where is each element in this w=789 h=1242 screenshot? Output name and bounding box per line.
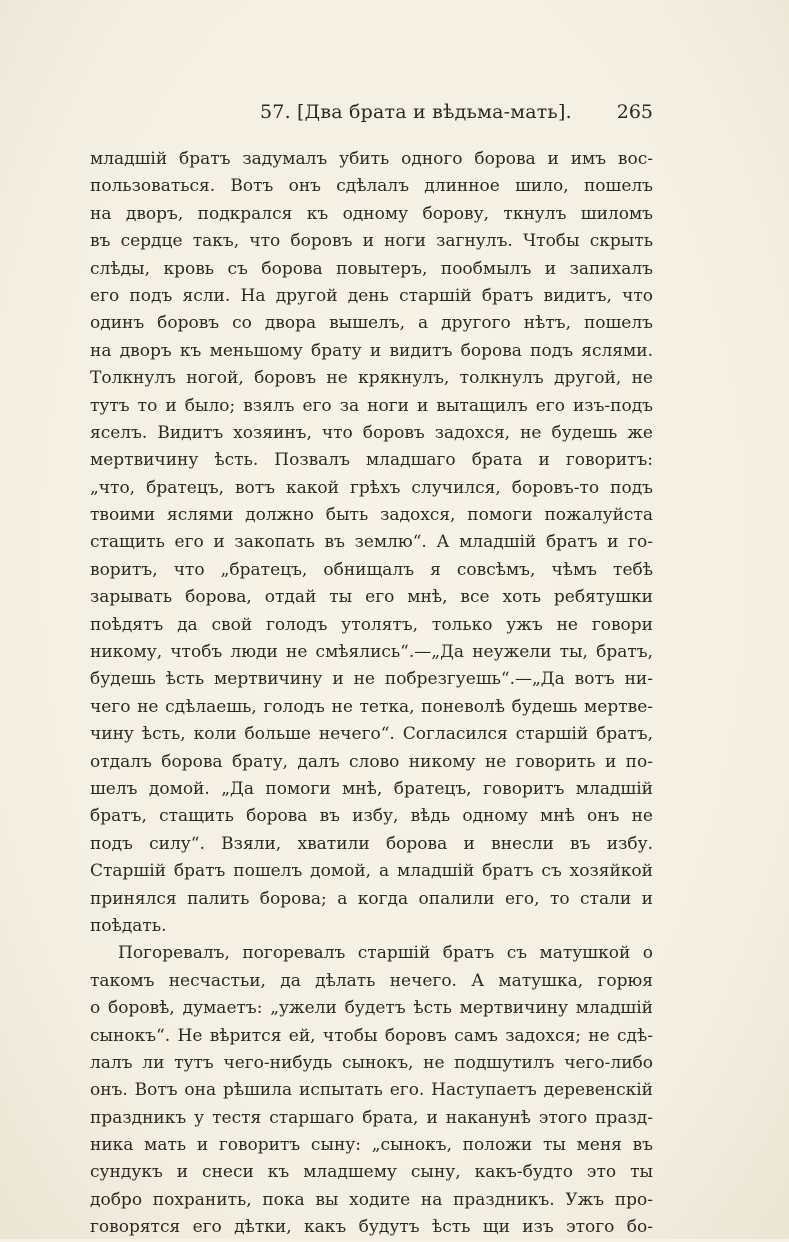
text-line: въ сердце такъ, что боровъ и ноги загнулъ. Чтобы скрыть	[90, 231, 653, 252]
text-line: говорятся его дѣтки, какъ будутъ ѣсть щи изъ этого бо-	[90, 1217, 653, 1238]
text-line: отдалъ борова брату, далъ слово никому не говорить и по-	[90, 751, 653, 772]
chapter-title: 57. [Два брата и вѣдьма-мать].	[260, 101, 572, 123]
text-line: твоими яслями должно быть задохся, помоги пожалуйста	[90, 505, 653, 526]
body-text	[90, 146, 653, 1242]
paragraph-end-line: поѣдать.	[90, 915, 167, 936]
running-header	[90, 98, 653, 126]
text-line: такомъ несчастьи, да дѣлать нечего. А матушка, горюя	[90, 970, 653, 991]
text-line: принялся палить борова; а когда опалили его, то стали и	[90, 888, 653, 909]
text-line: Толкнулъ ногой, боровъ не крякнулъ, толкнулъ другой, не	[90, 368, 653, 389]
text-line: яселъ. Видитъ хозяинъ, что боровъ задохся, не будешь же	[90, 422, 653, 443]
text-line: одинъ боровъ со двора вышелъ, а другого нѣтъ, пошелъ	[90, 313, 653, 334]
text-line: никому, чтобъ люди не смѣялись“.—„Да неужели ты, братъ,	[90, 642, 653, 663]
text-line: на дворъ, подкрался къ одному борову, ткнулъ шиломъ	[90, 203, 653, 224]
text-line: тутъ то и было; взялъ его за ноги и вытащилъ его изъ-подъ	[90, 395, 653, 416]
text-line: лалъ ли тутъ чего-нибудь сынокъ, не подшутилъ чего-либо	[90, 1052, 653, 1073]
text-line: подъ силу“. Взяли, хватили борова и внесли въ избу.	[90, 833, 653, 854]
text-line: на дворъ къ меньшому брату и видитъ борова подъ яслями.	[90, 340, 653, 361]
text-line: будешь ѣсть мертвичину и не побрезгуешь“.—„Да вотъ ни-	[90, 669, 653, 690]
text-line: чину ѣсть, коли больше нечего“. Согласился старшій братъ,	[90, 724, 653, 745]
text-line: воритъ, что „братецъ, обнищалъ я совсѣмъ, чѣмъ тебѣ	[90, 559, 653, 580]
text-line: праздникъ у тестя старшаго брата, и наканунѣ этого празд-	[90, 1107, 653, 1128]
text-line: добро похранить, пока вы ходите на праздникъ. Ужъ про-	[90, 1189, 653, 1210]
text-line: слѣды, кровь съ борова повытеръ, пообмылъ и запихалъ	[90, 258, 653, 279]
text-line: стащить его и закопать въ землю“. А младшій братъ и го-	[90, 532, 653, 553]
text-line: онъ. Вотъ она рѣшила испытать его. Наступаетъ деревенскій	[90, 1080, 653, 1101]
text-line: ника мать и говоритъ сыну: „сынокъ, положи ты меня въ	[90, 1135, 653, 1156]
text-line: Старшій братъ пошелъ домой, а младшій братъ съ хозяйкой	[90, 861, 653, 882]
text-line: пользоваться. Вотъ онъ сдѣлалъ длинное шило, пошелъ	[90, 176, 653, 197]
page-number: 265	[616, 101, 653, 123]
text-line: зарывать борова, отдай ты его мнѣ, все хоть ребятушки	[90, 587, 653, 608]
text-line: шелъ домой. „Да помоги мнѣ, братецъ, говоритъ младшій	[90, 778, 653, 799]
text-line: братъ, стащить борова въ избу, вѣдь одному мнѣ онъ не	[90, 806, 653, 827]
text-line: мертвичину ѣсть. Позвалъ младшаго брата и говоритъ:	[90, 450, 653, 471]
text-line: сундукъ и снеси къ младшему сыну, какъ-будто это ты	[90, 1162, 653, 1183]
text-line: младшій братъ задумалъ убить одного борова и имъ вос-	[90, 149, 653, 169]
text-line: о боровѣ, думаетъ: „ужели будетъ ѣсть мертвичину младшій	[90, 998, 653, 1019]
text-line: его подъ ясли. На другой день старшій братъ видитъ, что	[90, 285, 653, 306]
text-line: сынокъ“. Не вѣрится ей, чтобы боровъ самъ задохся; не сдѣ-	[90, 1025, 653, 1046]
text-line: чего не сдѣлаешь, голодъ не тетка, поневолѣ будешь мертве-	[90, 696, 653, 717]
text-line: „что, братецъ, вотъ какой грѣхъ случился, боровъ-то подъ	[90, 477, 653, 498]
text-line: поѣдятъ да свой голодъ утолятъ, только ужъ не говори	[90, 614, 653, 635]
paragraph-start-line: Погоревалъ, погоревалъ старшій братъ съ матушкой о	[118, 943, 653, 964]
